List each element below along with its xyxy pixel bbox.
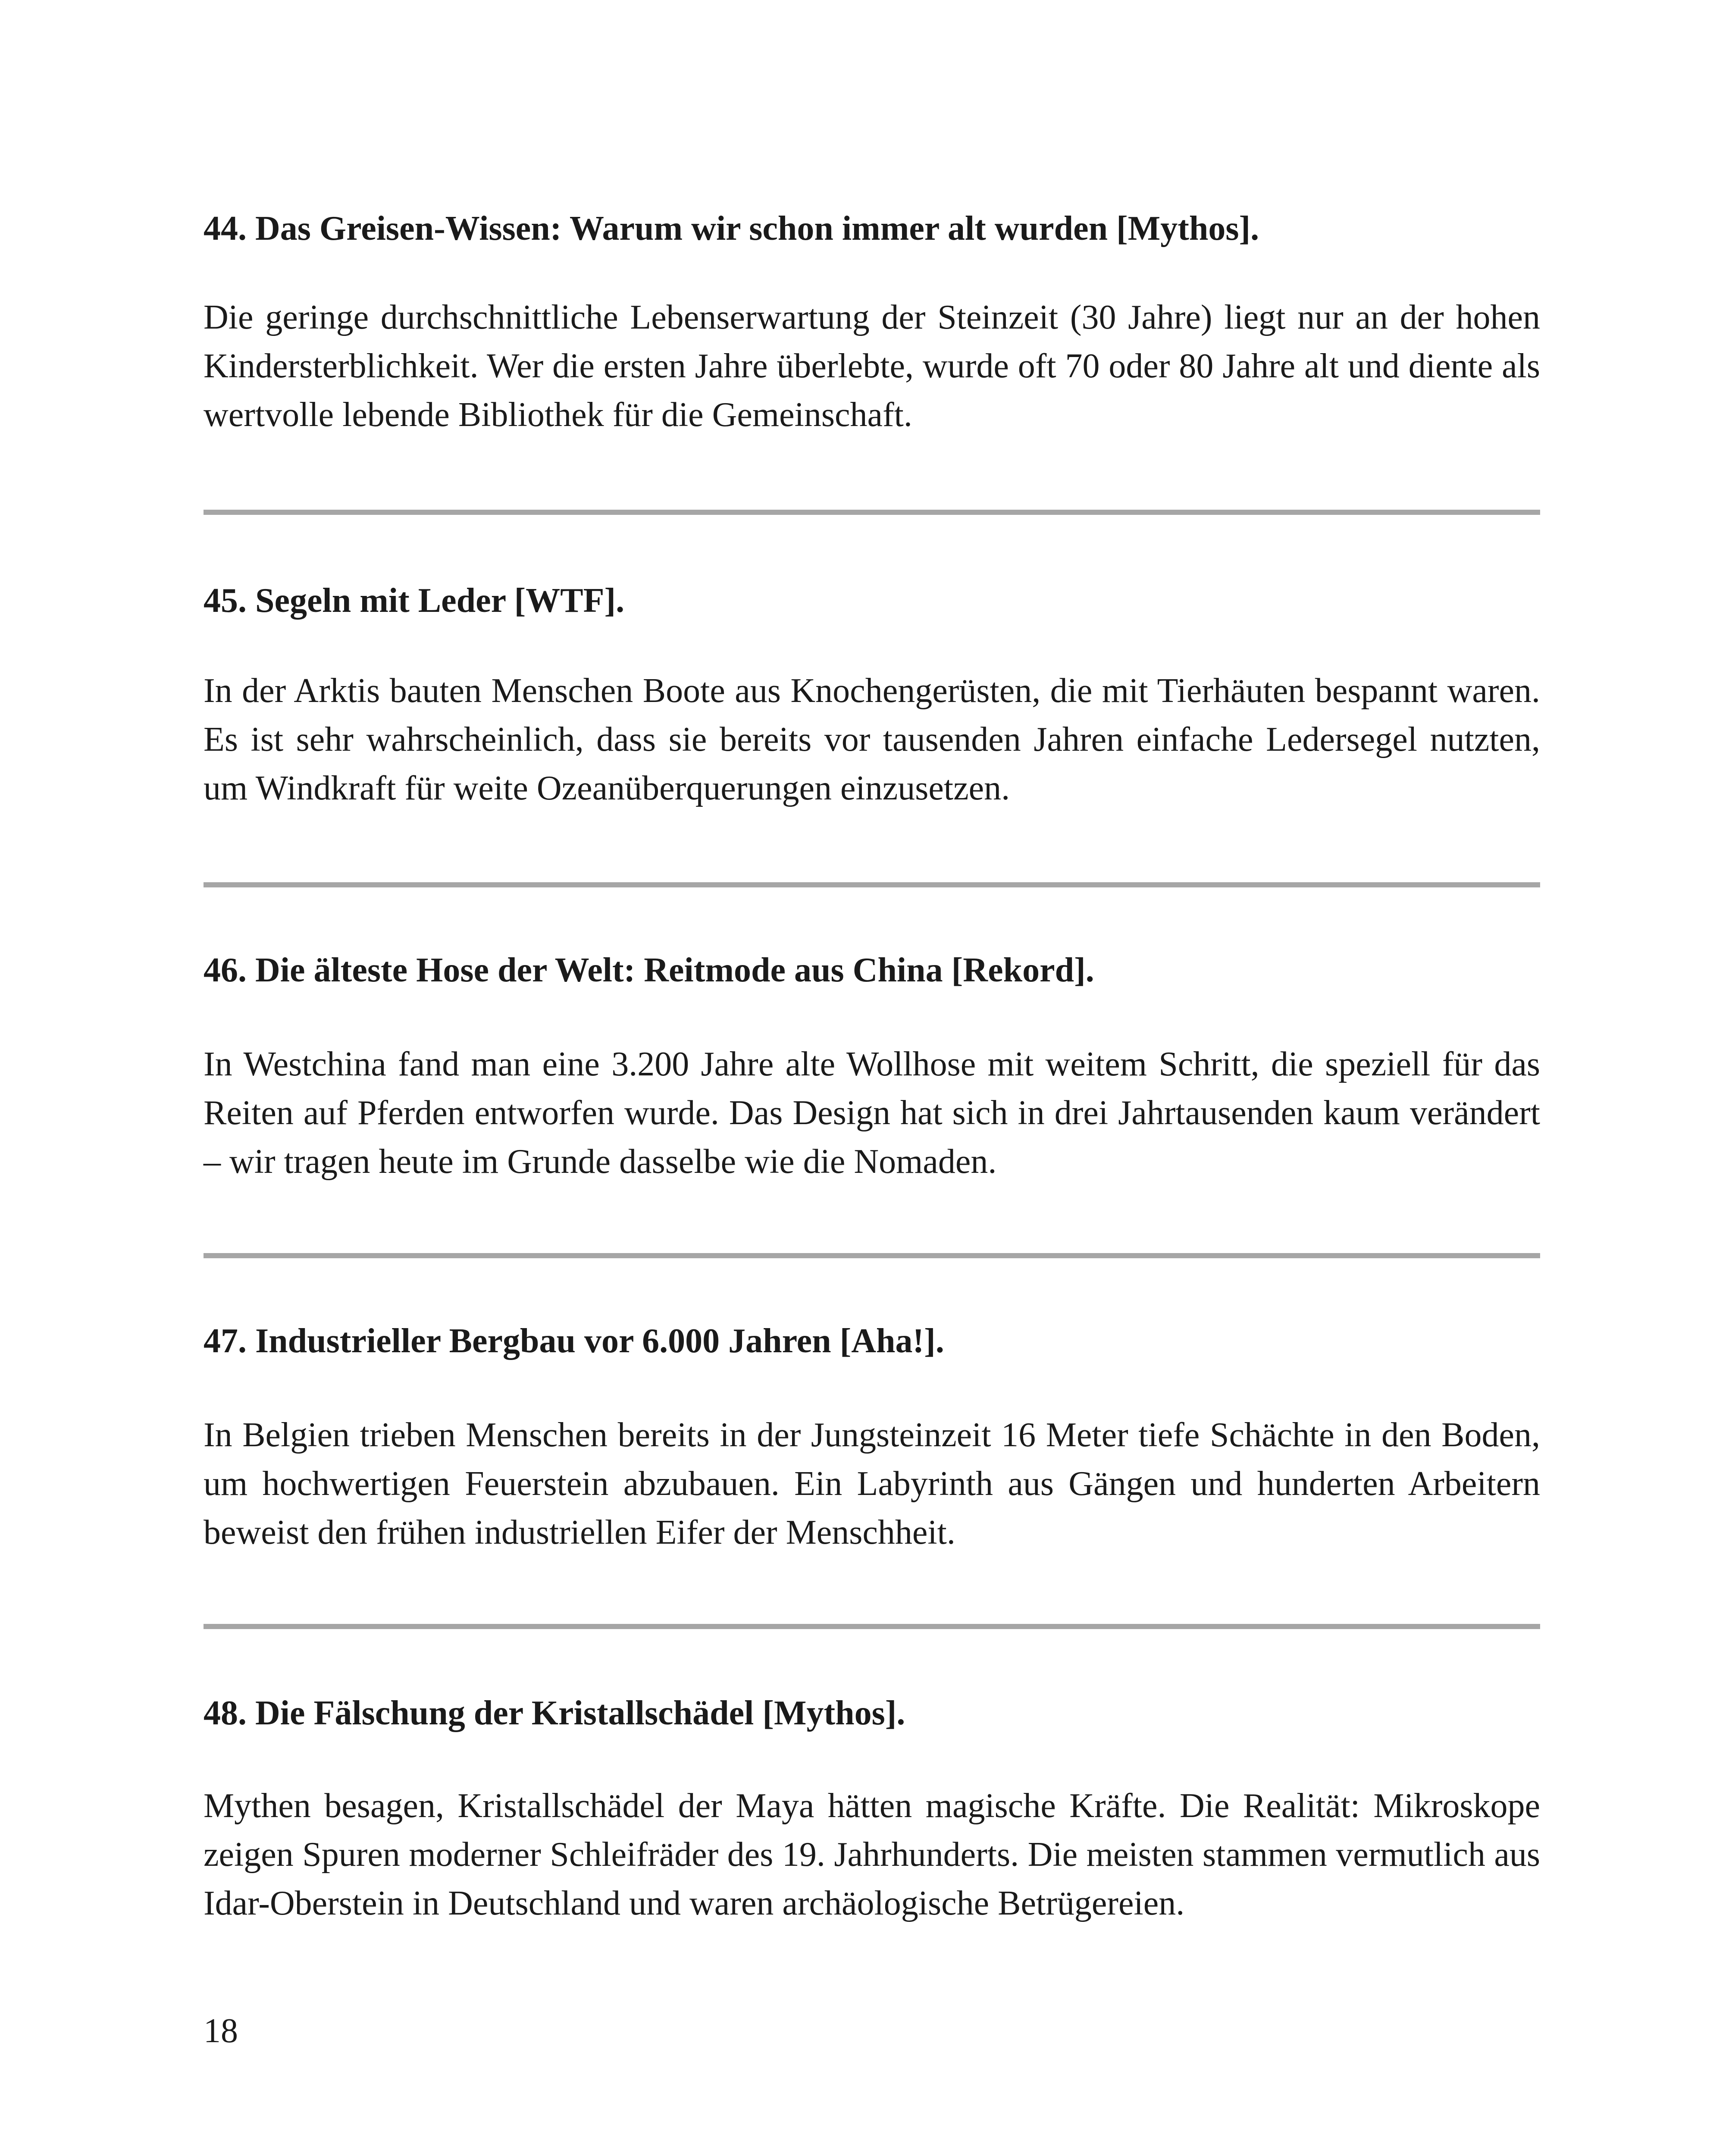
document-page (204, 0, 1540, 2156)
section-divider (204, 1624, 1540, 1629)
section-heading-45: 45. Segeln mit Leder [WTF]. (204, 582, 625, 620)
section-text-48: Mythen besagen, Kristallschädel der Maya hätten magische Kräfte. Die Realität: Mikroskope zeigen Spuren moderner Schleifräder des 19. Jahrhunderts. Die meisten stammen vermutlich aus Idar-Oberstein in Deutschland und waren archäologische Betrügereien. (204, 1787, 1540, 1922)
page-number: 18 (204, 2012, 238, 2050)
section-divider (204, 882, 1540, 887)
section-heading-47: 47. Industrieller Bergbau vor 6.000 Jahren [Aha!]. (204, 1322, 944, 1360)
section-heading-46: 46. Die älteste Hose der Welt: Reitmode aus China [Rekord]. (204, 951, 1094, 989)
section-divider (204, 510, 1540, 515)
section-text-47: In Belgien trieben Menschen bereits in der Jungsteinzeit 16 Meter tiefe Schächte in den Boden, um hochwertigen Feuerstein abzubauen. Ein Labyrinth aus Gängen und hunderten Arbeitern beweist den frühen industriellen Eifer der Menschheit. (204, 1416, 1540, 1551)
section-text-44: Die geringe durchschnittliche Lebenserwartung der Steinzeit (30 Jahre) liegt nur an der hohen Kindersterblichkeit. Wer die ersten Jahre überlebte, wurde oft 70 oder 80 Jahre alt und diente als wertvolle lebende Bibliothek für die Gemeinschaft. (204, 298, 1540, 434)
section-heading-48: 48. Die Fälschung der Kristallschädel [Mythos]. (204, 1694, 905, 1732)
section-text-45: In der Arktis bauten Menschen Boote aus Knochengerüsten, die mit Tierhäuten bespannt waren. Es ist sehr wahrscheinlich, dass sie bereits vor tausenden Jahren einfache Ledersegel nutzten, um Windkraft für weite Ozeanüberquerungen einzusetzen. (204, 672, 1540, 807)
section-divider (204, 1253, 1540, 1258)
section-text-46: In Westchina fand man eine 3.200 Jahre alte Wollhose mit weitem Schritt, die speziell für das Reiten auf Pferden entworfen wurde. Das Design hat sich in drei Jahrtausenden kaum verändert – wir tragen heute im Grunde dasselbe wie die Nomaden. (204, 1045, 1540, 1181)
section-heading-44: 44. Das Greisen-Wissen: Warum wir schon immer alt wurden [Mythos]. (204, 210, 1259, 248)
